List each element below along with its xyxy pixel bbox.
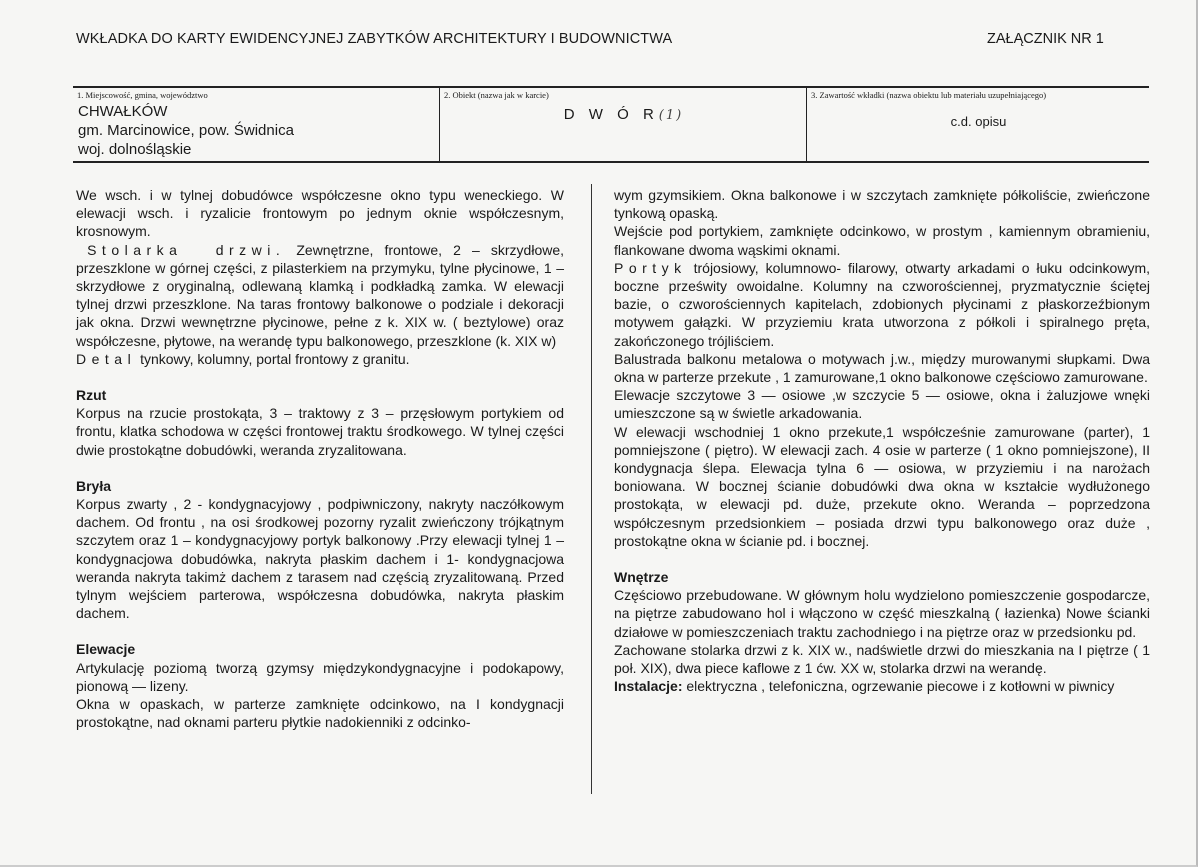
detail-text: tynkowy, kolumny, portal frontowy z granitu. [140, 350, 410, 367]
paragraph-elewacje-2: Okna w opaskach, w parterze zamknięte odcinkowo, na I kondygnacji prostokątne, nad oknami parteru płytkie nadokienniki z odcinko- [76, 696, 564, 731]
heading-elewacje: Elewacje [76, 641, 136, 658]
paragraph-elewacje-1: Artykulację poziomą tworzą gzymsy międzykondygnacyjne i podokapowy, pionową — lizeny. [76, 659, 564, 694]
heading-bryla: Bryła [76, 477, 112, 494]
drzwi-term: drzwi. [215, 241, 286, 258]
stolarka-term: Stolarka [87, 241, 183, 258]
location-commune: gm. Marcinowice, pow. Świdnica [78, 122, 294, 139]
paragraph-windows: We wsch. i w tylnej dobudówce współczesne okno typu weneckiego. W elewacji wsch. i ryzalicie frontowym po jednym oknie współczesnym, krosnowym. [76, 187, 564, 240]
portyk-term: Portyk [614, 259, 687, 276]
location-label: 1. Miejscowość, gmina, województwo [77, 90, 208, 100]
installations-label: Instalacje: [614, 678, 683, 695]
paragraph-entrance: Wejście pod portykiem, zamknięte odcinkowo, w prostym , kamiennym obramieniu, flankowane dwoma wąskimi oknami. [614, 223, 1150, 258]
paragraph-cornice: wym gzymsikiem. Okna balkonowe i w szczytach zamknięte półkoliście, zwieńczone tynkową opaską. [614, 187, 1150, 222]
location-voivodeship: woj. dolnośląskie [78, 141, 192, 158]
heading-rzut: Rzut [76, 387, 107, 404]
annex-label: ZAŁĄCZNIK NR 1 [987, 31, 1104, 47]
paragraph-interior-1: Częściowo przebudowane. W głównym holu wydzielono pomieszczenie gospodarcze, na piętrze zabudowano hol i włączono w część mieszkalną ( łazienka) Nowe ścianki działowe w pomieszczeniach traktu zachodniego i na piętrze oraz w przedsionku pd. [614, 587, 1150, 640]
contents-label: 3. Zawartość wkładki (nazwa obiektu lub materiału uzupełniającego) [811, 90, 1047, 100]
portyk-text: trójosiowy, kolumnowo- filarowy, otwarty arkadami o łuku odcinkowym, boczne prześwity owoidalne. Kolumny na czworościennej, pryzmatycznie ściętej bazie, o czworościennych kapitelach, zdobionych płycinami z płaskorzeźbionym motywem gałązki. W przyziemiu krata utworzona z półkoli i spiralnego pręta, zakończonego trójliściem. [614, 259, 1150, 349]
detal-term: Detal [76, 350, 137, 367]
paragraph-rzut: Korpus na rzucie prostokąta, 3 – traktowy z 3 – przęsłowym portykiem od frontu, klatka schodowa w części frontowej traktu środkowego. W tylnej części dwie prostokątne dobudówki, weranda zryzalitowana. [76, 405, 564, 458]
object-name: D W Ó R [563, 106, 659, 123]
handwritten-note: (1) [658, 108, 684, 123]
heading-wnetrze: Wnętrze [614, 569, 669, 586]
document-title: WKŁADKA DO KARTY EWIDENCYJNEJ ZABYTKÓW ARCHITEKTURY I BUDOWNICTWA [76, 31, 673, 47]
object-label: 2. Obiekt (nazwa jak w karcie) [444, 90, 549, 100]
paragraph-interior-2: Zachowane stolarka drzwi z k. XIX w., nadświetle drzwi do mieszkania na I piętrze ( 1 poł. XIX), dwa piece kaflowe z 1 ćw. XX w, stolarka drzwi na werandę. [614, 641, 1150, 677]
paragraph-bryla: Korpus zwarty , 2 - kondygnacyjowy , podpiwniczony, nakryty naczółkowym dachem. Od frontu , na osi środkowej pozorny ryzalit zwieńczony trójkątnym szczytem oraz 1 – kondygnacyjowy portyk balkonowy .Przy elewacji tylnej 1 – kondygnacjowa dobudówka, nakryta płaskim dachem i 1- kondygnacjowa weranda nakryta takimż dachem z tarasem nad częścią zryzalitowaną. Przed tylnym wejściem parterowa, współczesna dobudówka, nakryta płaskim dachem. [76, 496, 564, 622]
paragraph-gable: Elewacje szczytowe 3 — osiowe ,w szczycie 5 — osiowe, okna i żaluzjowe wnęki umieszczone są w świetle arkadowania. [614, 387, 1150, 422]
joinery-text: Zewnętrzne, frontowe, 2 – skrzydłowe, przeszklone w górnej części, z pilasterkiem na przymyku, tylne płycinowe, 1 – skrzydłowe z oryginalną, odlewaną klamką i podkładką zamka. W elewacji tylnej drzwi przeszklone. Na taras frontowy balkonowe o podziale i dekoracji jak okna. Drzwi wewnętrzne płycinowe, pełne z k. XIX w. ( beztylowe) oraz współczesne, płytowe, na werandę typu balkonowego, przeszklone (k. XIX w) [76, 241, 565, 349]
installations-text: elektryczna , telefoniczna, ogrzewanie piecowe i z kotłowni w piwnicy [686, 678, 1115, 695]
location-town: CHWAŁKÓW [78, 103, 168, 120]
paragraph-elevations: W elewacji wschodniej 1 okno przekute,1 współcześnie zamurowane (parter), 1 pomniejszone ( piętro). W elewacji zach. 4 osie w parterze ( 1 okno pomniejszone), II kondygnacja ślepa. Elewacja tylna 6 — osiowa, w przyziemiu i na narożach boniowana. W bocznej ścianie dobudówki dwa okna w kształcie wydłużonego prostokąta, w elewacji pd. duże, przekute okno. Weranda – poprzedzona współczesnym przedsionkiem – posiada drzwi typu balkonowego oraz duże , prostokątne okna w ścianie pd. i bocznej. [614, 423, 1150, 549]
paragraph-balustrade: Balustrada balkonu metalowa o motywach j.w., między murowanymi słupkami. Dwa okna w parterze przekute , 1 zamurowane,1 okno balkonowe częściowo zamurowane. [614, 350, 1150, 386]
contents-value: c.d. opisu [950, 114, 1007, 129]
